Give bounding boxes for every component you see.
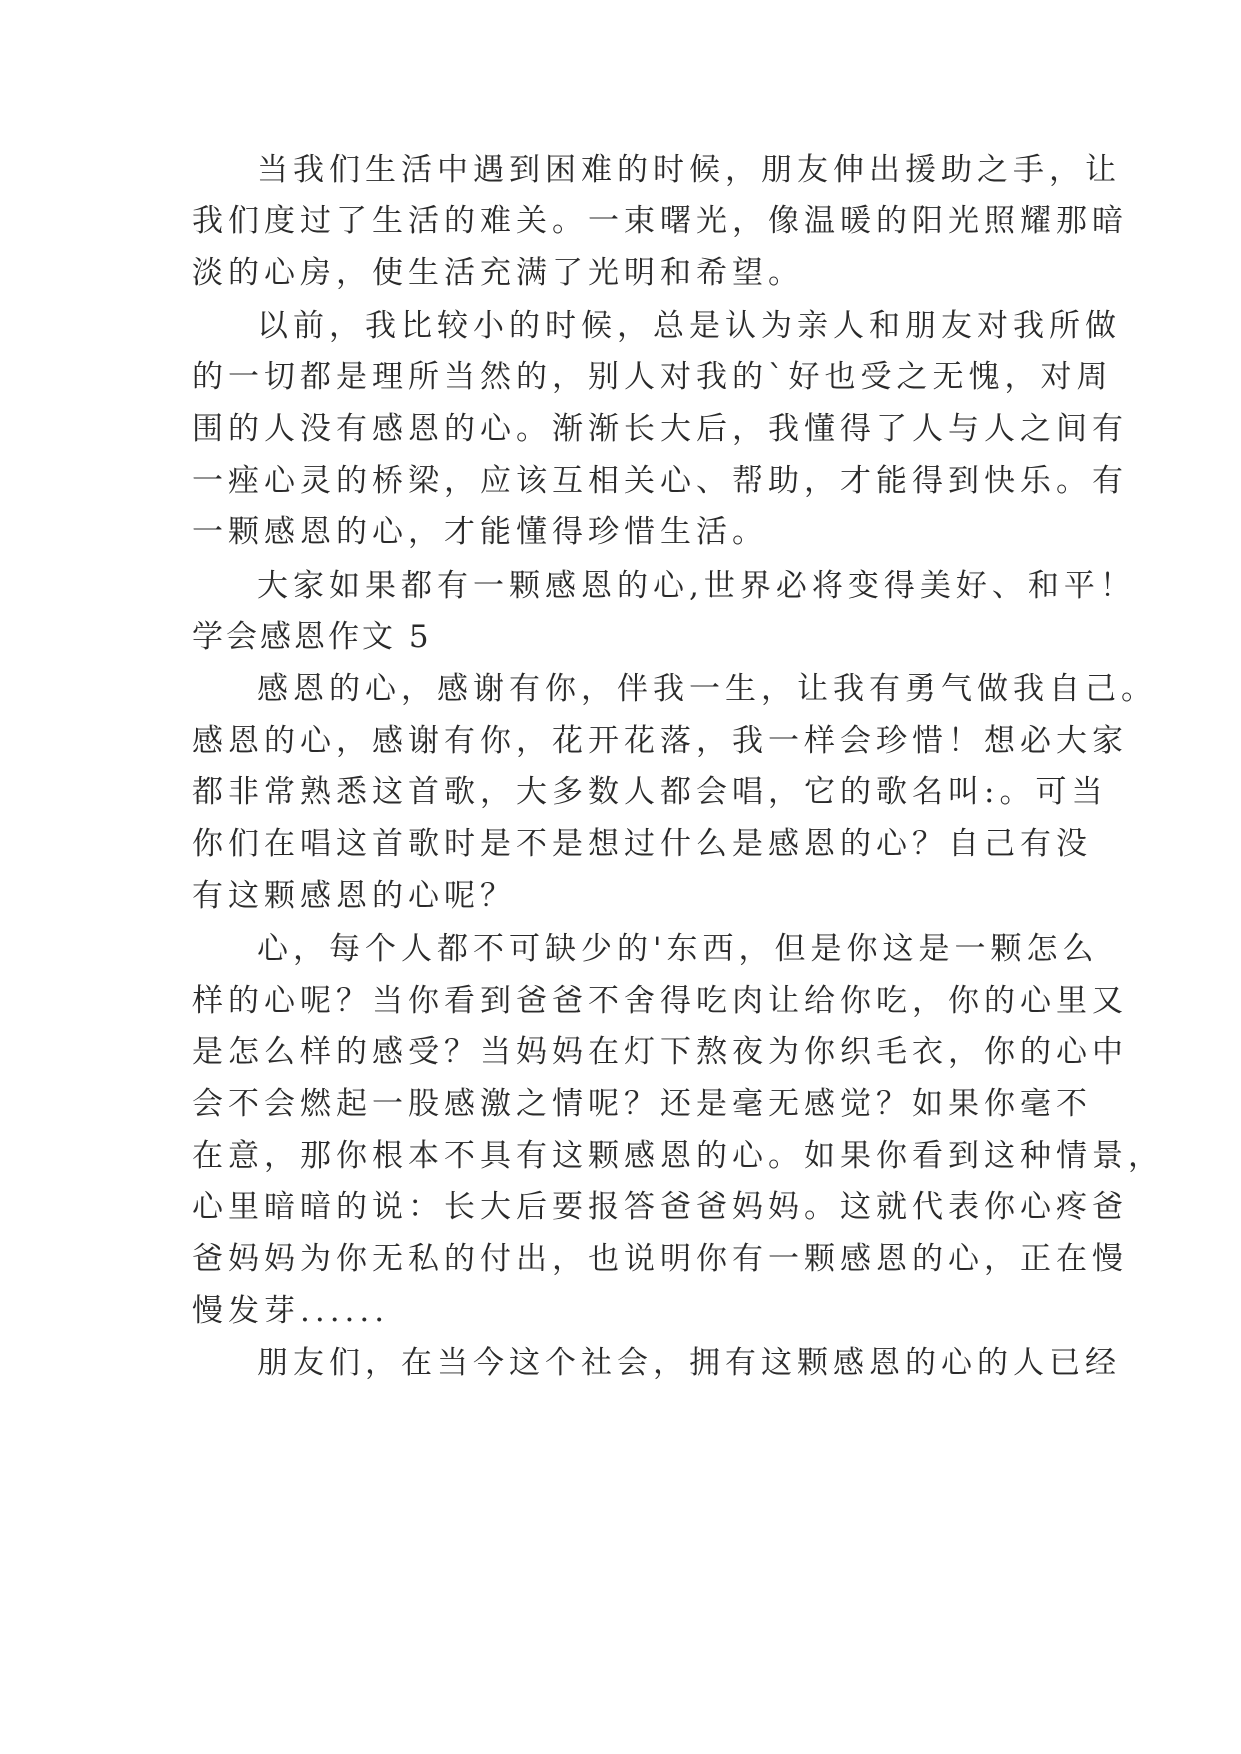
paragraph-4-line-3: 都非常熟悉这首歌，大多数人都会唱，它的歌名叫:。可当 (192, 774, 1108, 810)
paragraph-5-line-5: 在意，那你根本不具有这颗感恩的心。如果你看到这种情景， (192, 1138, 1164, 1174)
paragraph-5-line-4: 会不会燃起一股感激之情呢？还是毫无感觉？如果你毫不 (192, 1086, 1092, 1122)
paragraph-1-line-1: 当我们生活中遇到困难的时候，朋友伸出援助之手，让 (257, 152, 1121, 188)
paragraph-4-line-5: 有这颗感恩的心呢？ (192, 878, 516, 914)
paragraph-2-line-1: 以前，我比较小的时候，总是认为亲人和朋友对我所做 (257, 308, 1121, 344)
paragraph-4-line-1: 感恩的心，感谢有你，伴我一生，让我有勇气做我自己。 (257, 671, 1157, 707)
paragraph-5-line-7: 爸妈妈为你无私的付出，也说明你有一颗感恩的心，正在慢 (192, 1241, 1128, 1277)
paragraph-2-line-2: 的一切都是理所当然的，别人对我的`好也受之无愧，对周 (192, 359, 1113, 395)
paragraph-5-line-6: 心里暗暗的说：长大后要报答爸爸妈妈。这就代表你心疼爸 (192, 1189, 1128, 1225)
paragraph-6-line-1: 朋友们，在当今这个社会，拥有这颗感恩的心的人已经 (257, 1345, 1121, 1381)
paragraph-3-line-1: 大家如果都有一颗感恩的心,世界必将变得美好、和平！ (257, 568, 1136, 604)
paragraph-2-line-5: 一颗感恩的心，才能懂得珍惜生活。 (192, 514, 768, 550)
section-heading: 学会感恩作文 5 (192, 619, 432, 655)
paragraph-2-line-4: 一痤心灵的桥梁，应该互相关心、帮助，才能得到快乐。有 (192, 463, 1128, 499)
paragraph-4-line-2: 感恩的心，感谢有你，花开花落，我一样会珍惜！想必大家 (192, 723, 1128, 759)
paragraph-5-line-2: 样的心呢？当你看到爸爸不舍得吃肉让给你吃，你的心里又 (192, 983, 1128, 1019)
paragraph-5-line-1: 心，每个人都不可缺少的'东西，但是你这是一颗怎么 (257, 931, 1099, 967)
paragraph-2-line-3: 围的人没有感恩的心。渐渐长大后，我懂得了人与人之间有 (192, 411, 1128, 447)
paragraph-4-line-4: 你们在唱这首歌时是不是想过什么是感恩的心？自己有没 (192, 826, 1092, 862)
paragraph-1-line-2: 我们度过了生活的难关。一束曙光，像温暖的阳光照耀那暗 (192, 203, 1128, 239)
paragraph-1-line-3: 淡的心房，使生活充满了光明和希望。 (192, 255, 804, 291)
paragraph-5-line-8: 慢发芽...... (192, 1293, 390, 1329)
paragraph-5-line-3: 是怎么样的感受？当妈妈在灯下熬夜为你织毛衣，你的心中 (192, 1034, 1128, 1070)
